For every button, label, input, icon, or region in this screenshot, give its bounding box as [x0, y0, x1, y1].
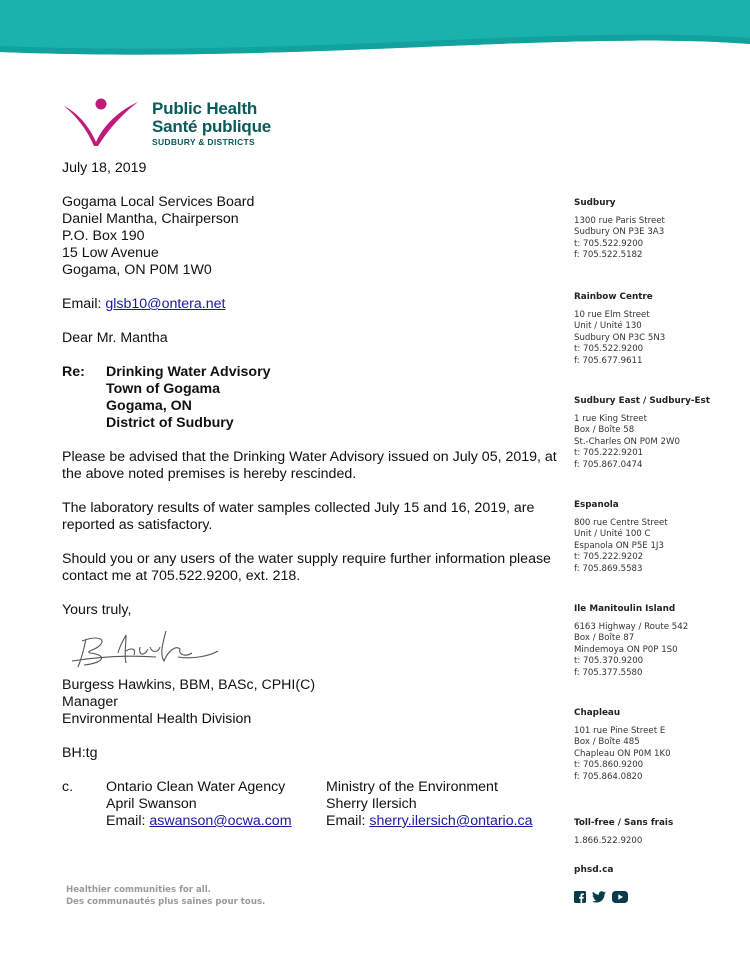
- subject-line: Gogama, ON: [106, 398, 192, 414]
- office-line: 10 rue Elm Street: [574, 309, 650, 320]
- office-name: Rainbow Centre: [574, 292, 653, 302]
- cc-email-link[interactable]: sherry.ilersich@ontario.ca: [369, 813, 533, 829]
- logo-line-2: Santé publique: [152, 117, 272, 136]
- office-sidebar: [574, 198, 744, 903]
- office-name: Île Manitoulin Island: [574, 604, 676, 614]
- social-icons: [574, 891, 744, 903]
- office-line: t: 705.222.9201: [574, 448, 644, 459]
- footer-line-2: Des communautés plus saines pour tous.: [66, 897, 266, 907]
- cc-email-label: Email:: [106, 813, 150, 829]
- twitter-icon[interactable]: [592, 891, 606, 903]
- office-block: [574, 396, 744, 500]
- office-line: 6163 Highway / Route 542: [574, 621, 689, 632]
- office-block: [574, 292, 744, 396]
- letter-body: [62, 160, 562, 830]
- office-line: Sudbury ON P3C 5N3: [574, 332, 666, 343]
- signer-name: Burgess Hawkins, BBM, BASc, CPHI(C): [62, 677, 316, 693]
- office-line: 101 rue Pine Street E: [574, 725, 666, 736]
- office-line: 1300 rue Paris Street: [574, 215, 665, 226]
- subject-label: Re:: [62, 364, 85, 380]
- paragraph-contact: Should you or any users of the water supply require further information please contact me at 705.522.9200, ext. 218.: [62, 551, 551, 584]
- cc-org: Ministry of the Environment: [326, 779, 498, 795]
- cc-email-link[interactable]: aswanson@ocwa.com: [149, 813, 292, 829]
- office-line: f: 705.864.0820: [574, 771, 643, 782]
- office-line: t: 705.522.9200: [574, 238, 644, 249]
- office-line: Box / Boîte 87: [574, 633, 635, 644]
- address-line: Gogama Local Services Board: [62, 194, 255, 210]
- address-line: 15 Low Avenue: [62, 245, 159, 261]
- office-line: Sudbury ON P3E 3A3: [574, 227, 665, 238]
- address-line: Gogama, ON P0M 1W0: [62, 262, 212, 278]
- office-line: f: 705.377.5580: [574, 667, 643, 678]
- office-name: Sudbury East / Sudbury-Est: [574, 396, 710, 406]
- office-name: Chapleau: [574, 708, 621, 718]
- youtube-icon[interactable]: [612, 891, 628, 903]
- tollfree-label: Toll-free / Sans frais: [574, 818, 674, 828]
- facebook-icon[interactable]: [574, 891, 586, 903]
- cc-email-line: [326, 813, 546, 830]
- cc-block: [62, 779, 562, 830]
- letter-date: July 18, 2019: [62, 160, 147, 176]
- subject-line: District of Sudbury: [106, 415, 234, 431]
- subject-line: Drinking Water Advisory: [106, 364, 271, 380]
- office-line: f: 705.869.5583: [574, 563, 643, 574]
- email-label: Email:: [62, 296, 106, 312]
- office-line: Unit / Unité 100 C: [574, 529, 651, 540]
- office-line: f: 705.522.5182: [574, 250, 643, 261]
- office-block: [574, 500, 744, 604]
- closing: Yours truly,: [62, 602, 132, 618]
- office-name: Sudbury: [574, 198, 616, 208]
- office-line: Chapleau ON P0M 1K0: [574, 748, 671, 759]
- typist-initials: BH:tg: [62, 745, 98, 761]
- subject-block: [62, 364, 562, 432]
- office-name: Espanola: [574, 500, 619, 510]
- office-line: t: 705.522.9200: [574, 344, 644, 355]
- office-block: [574, 708, 744, 812]
- office-line: St.-Charles ON P0M 2W0: [574, 436, 680, 447]
- subject-line: Town of Gogama: [106, 381, 221, 397]
- cc-label: c.: [62, 779, 74, 795]
- logo-line-3: SUDBURY & DISTRICTS: [152, 137, 255, 147]
- cc-org: Ontario Clean Water Agency: [106, 779, 286, 795]
- header-band: [0, 0, 750, 58]
- salutation: Dear Mr. Mantha: [62, 330, 168, 346]
- recipient-email-line: [62, 296, 562, 313]
- recipient-email-link[interactable]: glsb10@ontera.net: [105, 296, 226, 312]
- logo-wordmark: [152, 100, 271, 147]
- office-line: f: 705.867.0474: [574, 459, 643, 470]
- address-line: Daniel Mantha, Chairperson: [62, 211, 239, 227]
- office-line: Mindemoya ON P0P 1S0: [574, 644, 678, 655]
- logo-line-1: Public Health: [152, 99, 258, 118]
- office-line: t: 705.222.9202: [574, 552, 644, 563]
- cc-recipient: [326, 779, 546, 830]
- paragraph-advisory: Please be advised that the Drinking Water Advisory issued on July 05, 2019, at the above noted premises is hereby rescinded.: [62, 449, 557, 482]
- office-line: Espanola ON P5E 1J3: [574, 540, 664, 551]
- cc-email-label: Email:: [326, 813, 370, 829]
- office-line: Box / Boîte 485: [574, 737, 640, 748]
- office-line: t: 705.370.9200: [574, 656, 644, 667]
- cc-person: Sherry Ilersich: [326, 796, 417, 812]
- cc-person: April Swanson: [106, 796, 197, 812]
- office-line: f: 705.677.9611: [574, 355, 643, 366]
- office-block: [574, 198, 744, 292]
- cc-recipient: [106, 779, 326, 830]
- tollfree-number: 1.866.522.9200: [574, 835, 643, 846]
- paragraph-results: The laboratory results of water samples collected July 15 and 16, 2019, are reported as satisfactory.: [62, 500, 535, 533]
- signature-icon: [68, 627, 228, 671]
- office-line: Box / Boîte 58: [574, 425, 635, 436]
- signer-division: Environmental Health Division: [62, 711, 252, 727]
- website-link[interactable]: phsd.ca: [574, 865, 614, 876]
- office-line: t: 705.860.9200: [574, 760, 644, 771]
- footer-line-1: Healthier communities for all.: [66, 885, 211, 895]
- tollfree-block: [574, 818, 744, 847]
- office-line: Unit / Unité 130: [574, 321, 642, 332]
- office-line: 1 rue King Street: [574, 413, 647, 424]
- cc-email-line: [106, 813, 326, 830]
- office-block: [574, 604, 744, 708]
- footer-tagline: [66, 884, 265, 908]
- office-line: 800 rue Centre Street: [574, 517, 668, 528]
- signer-title: Manager: [62, 694, 118, 710]
- address-line: P.O. Box 190: [62, 228, 145, 244]
